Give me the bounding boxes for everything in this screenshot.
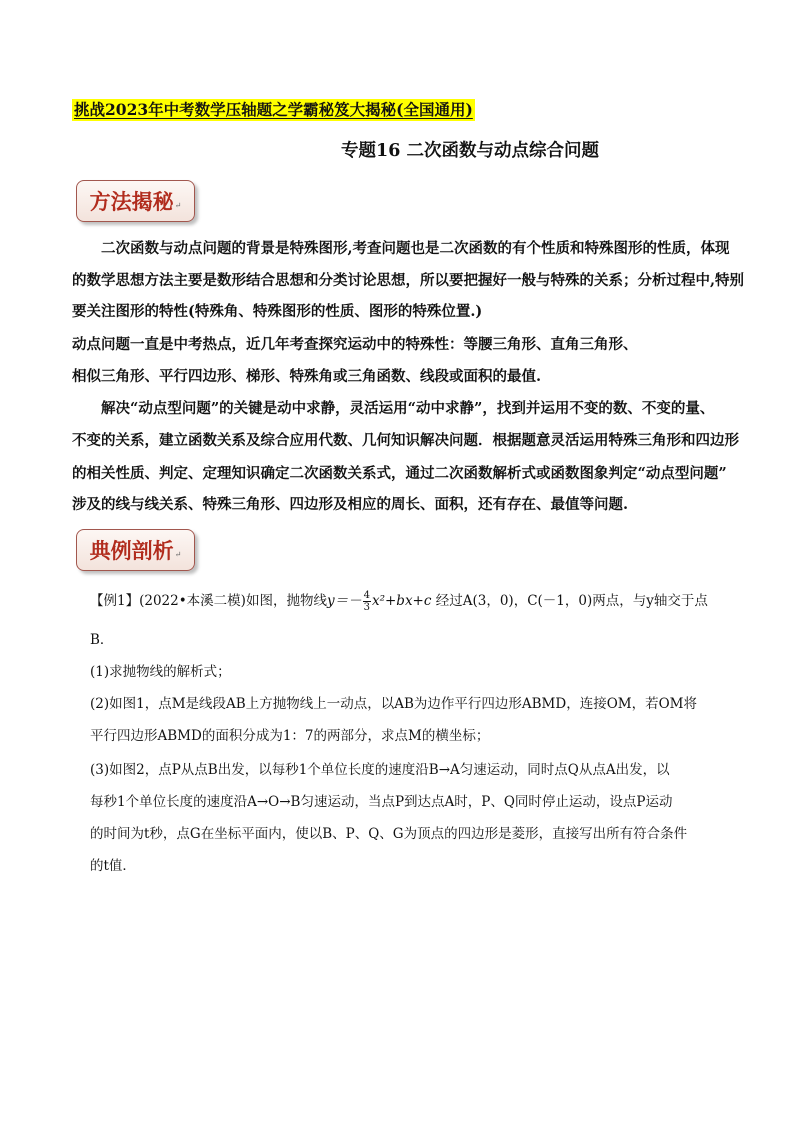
question-1: (1)求抛物线的解析式；	[90, 664, 231, 680]
header-banner: 挑战2023年中考数学压轴题之学霸秘笈大揭秘(全国通用)	[74, 100, 473, 119]
method-line: 不变的关系，建立函数关系及综合应用代数、几何知识解决问题．根据题意灵活运用特殊三角形和四边形	[72, 432, 739, 449]
question-2-line-1: (2)如图1，点M是线段AB上方抛物线上一动点，以AB为边作平行四边形ABMD，连接OM，若OM将	[90, 696, 697, 712]
section-method-box	[76, 180, 195, 222]
method-line: 二次函数与动点问题的背景是特殊图形,考查问题也是二次函数的有个性质和特殊图形的性质，体现	[72, 240, 730, 257]
paragraph-mark: ↵	[174, 201, 182, 210]
section-example-box	[76, 529, 195, 571]
question-3-line-2: 每秒1个单位长度的速度沿A→O→B匀速运动，当点P到达点A时，P、Q同时停止运动，设点P运动	[90, 794, 673, 810]
equation-prefix: y＝－	[326, 593, 362, 609]
question-3-line-3: 的时间为t秒，点G在坐标平面内，使以B、P、Q、G为顶点的四边形是菱形，直接写出所有符合条件	[90, 826, 688, 842]
question-3-line-4: 的t值．	[90, 858, 136, 874]
example-condition: 经过A(3，0)，C(－1，0)两点，与y轴交于点	[435, 593, 708, 609]
method-line: 的数学思想方法主要是数形结合思想和分类讨论思想，所以要把握好一般与特殊的关系；分析过程中,特别	[72, 272, 745, 289]
fraction	[363, 590, 371, 613]
method-line: 涉及的线与线关系、特殊三角形、四边形及相应的周长、面积，还有存在、最值等问题.	[72, 496, 629, 513]
page-title: 专题16 二次函数与动点综合问题	[341, 141, 599, 161]
method-line: 的相关性质、判定、定理知识确定二次函数关系式，通过二次函数解析式或函数图象判定“动点型问题”	[72, 465, 727, 482]
method-line: 动点问题一直是中考热点，近几年考查探究运动中的特殊性：等腰三角形、直角三角形、	[72, 336, 638, 353]
section-method-label: 方法揭秘	[89, 189, 174, 214]
question-2-line-2: 平行四边形ABMD的面积分成为1：7的两部分，求点M的横坐标；	[90, 728, 490, 744]
question-3-line-1: (3)如图2，点P从点B出发，以每秒1个单位长度的速度沿B→A匀速运动，同时点Q从点A出发，以	[90, 762, 670, 778]
method-line: 要关注图形的特性(特殊角、特殊图形的性质、图形的特殊位置.)	[72, 303, 483, 320]
section-example-label: 典例剖析	[89, 538, 174, 563]
method-line: 解决“动点型问题”的关键是动中求静，灵活运用“动中求静”，找到并运用不变的数、不变的量、	[72, 400, 715, 417]
paragraph-mark: ↵	[174, 550, 182, 559]
example-label: 【例1】	[90, 593, 140, 609]
example-source: (2022•本溪二模)如图，抛物线	[139, 593, 327, 609]
equation-suffix: x²+bx+c	[371, 593, 432, 609]
fraction-denominator: 3	[363, 602, 370, 613]
method-line: 相似三角形、平行四边形、梯形、特殊角或三角函数、线段或面积的最值.	[72, 368, 542, 385]
example-condition-end: B．	[90, 632, 114, 648]
example-statement	[90, 590, 708, 613]
fraction-numerator: 4	[363, 590, 370, 601]
